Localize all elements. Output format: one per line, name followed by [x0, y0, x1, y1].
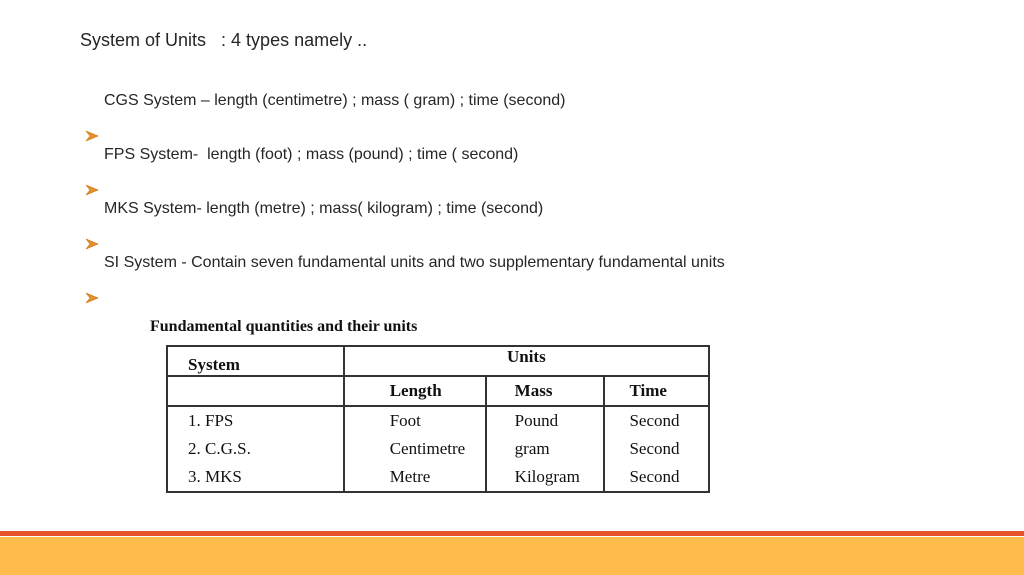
- header-mass: Mass: [486, 376, 605, 406]
- arrow-bullet-icon: [85, 145, 99, 165]
- arrow-bullet-icon: [85, 91, 99, 111]
- bullet-item: [85, 92, 725, 146]
- figure-title: Fundamental quantities and their units: [150, 318, 418, 335]
- footer-bar: [0, 537, 1024, 575]
- cell-system: 3. MKS: [167, 463, 344, 492]
- units-table-figure: [150, 318, 710, 486]
- arrow-bullet-icon: [85, 199, 99, 219]
- header-length: Length: [344, 376, 486, 406]
- cell-system: 2. C.G.S.: [167, 435, 344, 463]
- header-blank: [167, 376, 344, 406]
- units-table: [166, 345, 710, 493]
- bullet-text: CGS System – length (centimetre) ; mass ( gram) ; time (second): [104, 92, 566, 109]
- cell-length: Metre: [344, 463, 486, 492]
- footer-accent-line: [0, 531, 1024, 536]
- table-row: [167, 435, 709, 463]
- cell-time: Second: [604, 435, 709, 463]
- slide-title: System of Units : 4 types namely ..: [80, 30, 368, 50]
- header-units: Units: [344, 346, 709, 376]
- bullet-list: [85, 92, 725, 308]
- header-system: System: [167, 346, 344, 376]
- cell-length: Centimetre: [344, 435, 486, 463]
- header-time: Time: [604, 376, 709, 406]
- table-row: [167, 463, 709, 492]
- cell-mass: Pound: [486, 406, 605, 435]
- bullet-text: SI System - Contain seven fundamental units and two supplementary fundamental units: [104, 254, 725, 271]
- bullet-item: [85, 200, 725, 254]
- bullet-item: [85, 146, 725, 200]
- cell-mass: Kilogram: [486, 463, 605, 492]
- cell-system: 1. FPS: [167, 406, 344, 435]
- cell-time: Second: [604, 406, 709, 435]
- bullet-text: MKS System- length (metre) ; mass( kilogram) ; time (second): [104, 200, 544, 217]
- cell-mass: gram: [486, 435, 605, 463]
- cell-time: Second: [604, 463, 709, 492]
- cell-length: Foot: [344, 406, 486, 435]
- bullet-item: [85, 254, 725, 308]
- arrow-bullet-icon: [85, 253, 99, 273]
- table-row: [167, 406, 709, 435]
- bullet-text: FPS System- length (foot) ; mass (pound) ; time ( second): [104, 146, 519, 163]
